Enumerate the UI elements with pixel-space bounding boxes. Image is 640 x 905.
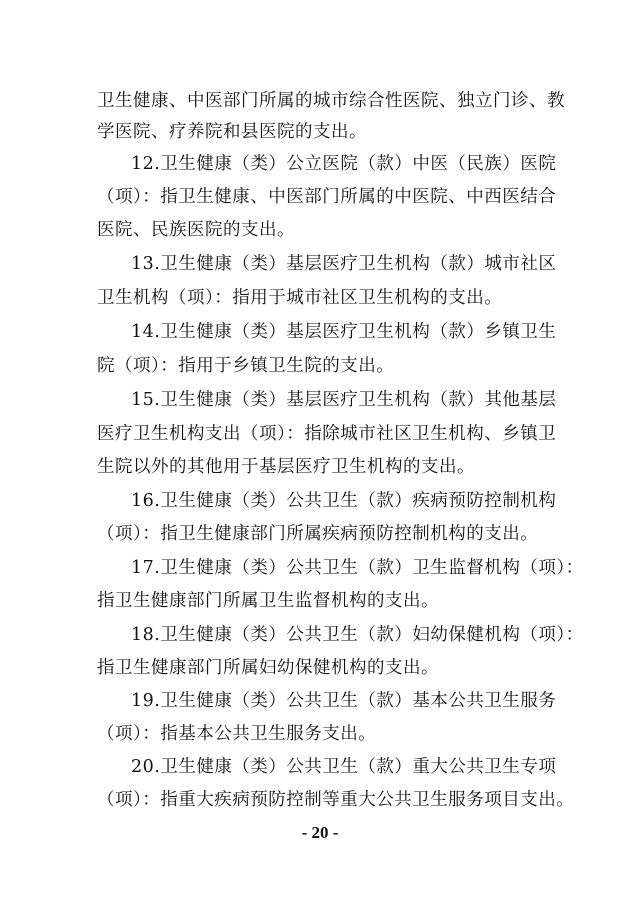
text-line: 卫生健康、中医部门所属的城市综合性医院、独立门诊、教 xyxy=(97,91,565,111)
text-line: 医院、民族医院的支出。 xyxy=(97,220,295,240)
text-line: 指卫生健康部门所属妇幼保健机构的支出。 xyxy=(97,658,439,678)
text-line: 18.卫生健康（类）公共卫生（款）妇幼保健机构（项）： xyxy=(131,625,584,645)
text-line: 17.卫生健康（类）公共卫生（款）卫生监督机构（项）： xyxy=(131,558,584,578)
text-line: （项）：指卫生健康、中医部门所属的中医院、中西医结合 xyxy=(97,187,557,207)
text-line: 生院以外的其他用于基层医疗卫生机构的支出。 xyxy=(97,457,475,477)
text-line: （项）：指基本公共卫生服务支出。 xyxy=(97,724,377,744)
text-line: （项）：指重大疾病预防控制等重大公共卫生服务项目支出。 xyxy=(97,790,575,810)
text-line: 12.卫生健康（类）公立医院（款）中医（民族）医院 xyxy=(131,154,557,174)
text-line: 20.卫生健康（类）公共卫生（款）重大公共卫生专项 xyxy=(131,757,557,777)
text-line: 指卫生健康部门所属卫生监督机构的支出。 xyxy=(97,591,439,611)
text-line: 19.卫生健康（类）公共卫生（款）基本公共卫生服务 xyxy=(131,691,557,711)
text-line: 13.卫生健康（类）基层医疗卫生机构（款）城市社区 xyxy=(131,254,557,274)
text-line: 16.卫生健康（类）公共卫生（款）疾病预防控制机构 xyxy=(131,491,557,511)
page-number: - 20 - xyxy=(301,823,339,842)
text-line: 15.卫生健康（类）基层医疗卫生机构（款）其他基层 xyxy=(131,390,557,410)
text-line: 医疗卫生机构支出（项）：指除城市社区卫生机构、乡镇卫 xyxy=(97,424,557,444)
text-line: 卫生机构（项）：指用于城市社区卫生机构的支出。 xyxy=(97,288,503,308)
text-line: 学医院、疗养院和县医院的支出。 xyxy=(97,122,367,142)
text-line: 14.卫生健康（类）基层医疗卫生机构（款）乡镇卫生 xyxy=(131,322,557,342)
text-line: （项）：指卫生健康部门所属疾病预防控制机构的支出。 xyxy=(97,524,539,544)
text-line: 院（项）：指用于乡镇卫生院的支出。 xyxy=(97,356,395,376)
